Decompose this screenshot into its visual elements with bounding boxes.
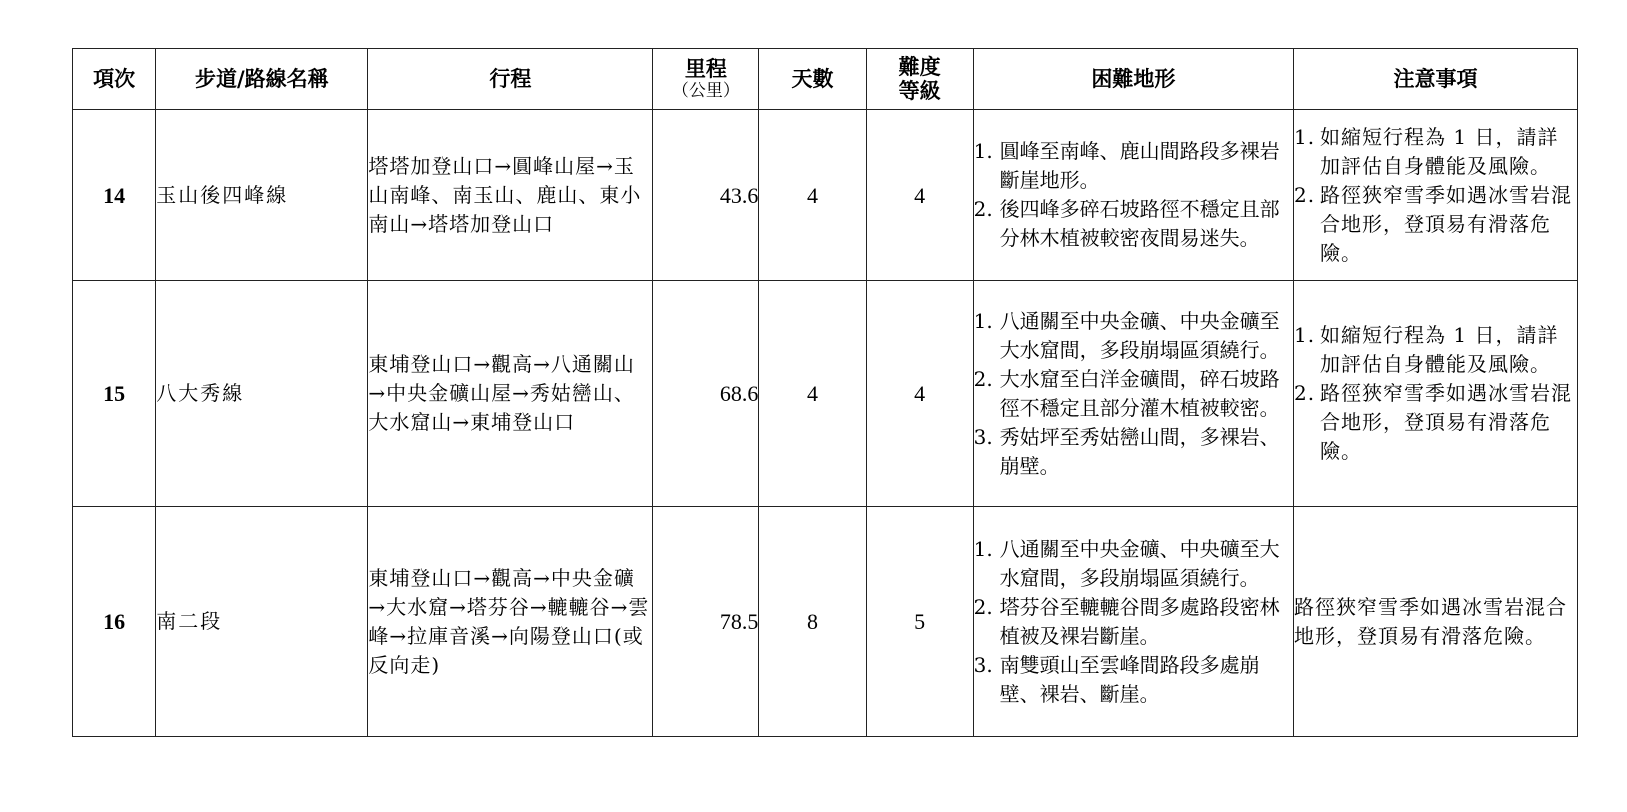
distance-label: 里程 [684,56,727,81]
item-text: 塔芬谷至轆轆谷間多處路段密林植被及裸岩斷崖。 [999,594,1280,648]
item-text: 路徑狹窄雪季如遇冰雪岩混合地形，登頂易有滑落危險。 [1320,381,1573,463]
col-header-distance [653,49,759,110]
row-index: 14 [73,110,156,281]
difficulty-value: 4 [866,110,973,281]
item-text: 後四峰多碎石坡路徑不穩定且部分林木植被較密夜間易迷失。 [999,197,1280,250]
notes-cell: 路徑狹窄雪季如遇冰雪岩混合地形，登頂易有滑落危險。 [1294,507,1578,737]
item-number: 2. [973,366,993,391]
item-text: 八通關至中央金礦、中央金礦至大水窟間，多段崩塌區須繞行。 [999,308,1280,362]
row-index: 15 [73,281,156,507]
difficulty-label-line1: 難度 [898,54,941,79]
days-value: 4 [759,110,866,281]
item-text: 如縮短行程為 1 日，請詳加評估自身體能及風險。 [1320,323,1559,376]
note-item [1294,379,1577,466]
item-number: 1. [973,308,993,333]
trail-name: 八大秀線 [156,281,368,507]
table-row [73,281,1578,507]
distance-value: 78.5 [653,507,759,737]
itinerary: 東埔登山口→觀高→八通關山→中央金礦山屋→秀姑巒山、大水窟山→東埔登山口 [368,281,653,507]
header-row [73,49,1578,110]
itinerary: 塔塔加登山口→圓峰山屋→玉山南峰、南玉山、鹿山、東小南山→塔塔加登山口 [368,110,653,281]
col-header-notes: 注意事項 [1294,49,1578,110]
item-number: 1. [1294,323,1316,347]
distance-unit: （公里） [671,81,740,101]
note-item [1294,321,1577,379]
difficulty-label-line2: 等級 [898,78,941,103]
item-number: 1. [1294,124,1316,149]
distance-value: 68.6 [653,281,759,507]
item-number: 2. [1294,381,1316,405]
item-text: 路徑狹窄雪季如遇冰雪岩混合地形，登頂易有滑落危險。 [1320,182,1573,265]
difficulty-value: 4 [866,281,973,507]
col-header-difficulty [866,49,973,110]
terrain-item [974,423,1293,481]
days-value: 4 [759,281,866,507]
note-item [1294,181,1577,268]
item-text: 八通關至中央金礦、中央礦至大水窟間，多段崩塌區須繞行。 [999,536,1280,590]
table-row [73,507,1578,737]
item-text: 南雙頭山至雲峰間路段多處崩壁、裸岩、斷崖。 [999,652,1260,706]
trail-difficulty-table [72,48,1578,737]
item-text: 如縮短行程為 1 日，請詳加評估自身體能及風險。 [1320,124,1559,178]
notes-cell [1294,281,1578,507]
terrain-item [974,137,1293,195]
note-item [1294,123,1577,181]
notes-cell [1294,110,1578,281]
trail-name: 南二段 [156,507,368,737]
distance-value: 43.6 [653,110,759,281]
item-number: 2. [973,594,993,619]
terrain-cell [973,507,1293,737]
col-header-itinerary: 行程 [368,49,653,110]
table-row [73,110,1578,281]
terrain-item [974,365,1293,423]
terrain-cell [973,110,1293,281]
row-index: 16 [73,507,156,737]
terrain-cell [973,281,1293,507]
item-text: 圓峰至南峰、鹿山間路段多裸岩斷崖地形。 [999,139,1280,192]
trail-name: 玉山後四峰線 [156,110,368,281]
item-text: 大水窟至白洋金礦間，碎石坡路徑不穩定且部分灌木植被較密。 [999,366,1280,420]
item-number: 1. [973,139,993,163]
item-number: 2. [973,197,993,221]
item-text: 秀姑坪至秀姑巒山間，多裸岩、崩壁。 [999,424,1280,478]
terrain-item [974,307,1293,365]
terrain-item [974,535,1293,593]
terrain-item [974,651,1293,709]
terrain-item [974,195,1293,253]
terrain-item [974,593,1293,651]
col-header-index: 項次 [73,49,156,110]
item-number: 1. [973,536,993,561]
days-value: 8 [759,507,866,737]
col-header-trail-name: 步道/路線名稱 [156,49,368,110]
item-number: 2. [1294,182,1316,207]
col-header-terrain: 困難地形 [973,49,1293,110]
itinerary: 東埔登山口→觀高→中央金礦→大水窟→塔芬谷→轆轆谷→雲峰→拉庫音溪→向陽登山口(或反向走) [368,507,653,737]
item-number: 3. [973,652,993,677]
col-header-days: 天數 [759,49,866,110]
difficulty-value: 5 [866,507,973,737]
item-number: 3. [973,424,993,449]
